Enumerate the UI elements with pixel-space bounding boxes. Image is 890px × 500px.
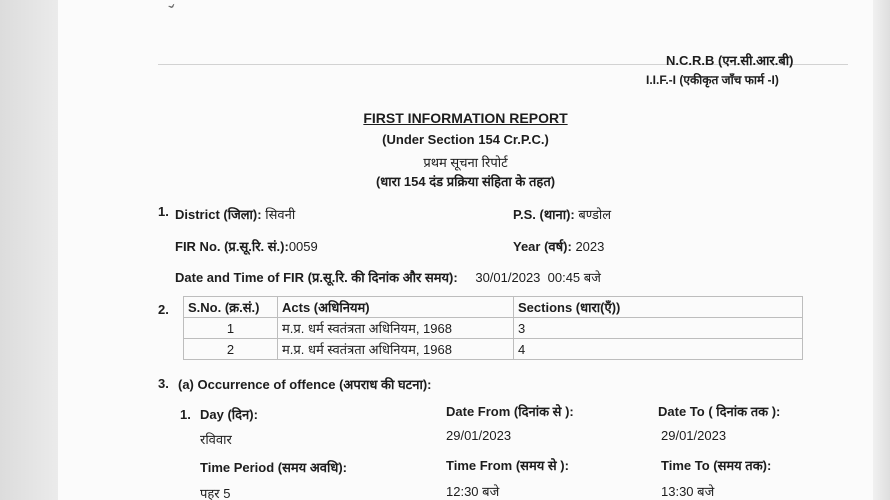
date-from-value: 29/01/2023 — [446, 428, 512, 443]
form-code: I.I.F.-I (एकीकृत जाँच फार्म -I) — [646, 73, 779, 87]
row-sno: 2 — [184, 339, 278, 360]
occurrence-heading: (a) Occurrence of offence (अपराध की घटना): — [178, 377, 432, 392]
year-value: 2023 — [575, 239, 605, 254]
fir-datetime-value: 30/01/2023 00:45 बजे — [475, 270, 601, 285]
fir-datetime-label: Date and Time of FIR (प्र.सू.रि. की दिनांक और समय): — [175, 270, 458, 285]
section-3-number: 3. — [158, 376, 169, 391]
day-value: रविवार — [200, 432, 232, 447]
date-to-label: Date To ( दिनांक तक ): — [658, 404, 781, 419]
time-period-label: Time Period (समय अवधि): — [200, 460, 348, 475]
fir-label: FIR No. (प्र.सू.रि. सं.): — [175, 239, 289, 254]
time-to-value: 13:30 बजे — [661, 484, 715, 499]
table-row — [184, 318, 803, 339]
district-label: District (जिला): — [175, 207, 262, 222]
time-period-value: पहर 5 — [200, 486, 231, 500]
right-background — [870, 0, 890, 500]
pen-mark: ˇ — [167, 1, 182, 25]
year-field — [513, 237, 604, 255]
header-sno: S.No. (क्र.सं.) — [184, 297, 278, 318]
row-act: म.प्र. धर्म स्वतंत्रता अधिनियम, 1968 — [278, 339, 514, 360]
fir-field — [175, 237, 318, 255]
year-label: Year (वर्ष): — [513, 239, 572, 254]
district-value: सिवनी — [265, 207, 296, 222]
table-row — [184, 339, 803, 360]
row-section: 3 — [514, 318, 803, 339]
report-title-hindi: प्रथम सूचना रिपोर्ट — [423, 155, 508, 170]
row-act: म.प्र. धर्म स्वतंत्रता अधिनियम, 1968 — [278, 318, 514, 339]
date-to-value: 29/01/2023 — [661, 428, 727, 443]
row-sno: 1 — [184, 318, 278, 339]
acts-table-header — [184, 297, 803, 318]
header-acts: Acts (अधिनियम) — [278, 297, 514, 318]
time-from-label: Time From (समय से ): — [446, 458, 569, 473]
ncrb-label: N.C.R.B (एन.सी.आर.बी) — [666, 53, 794, 68]
report-subtitle-hindi: (धारा 154 दंड प्रक्रिया संहिता के तहत) — [375, 174, 556, 189]
time-from-value: 12:30 बजे — [446, 484, 500, 499]
section-2-number: 2. — [158, 302, 169, 317]
left-background — [0, 0, 62, 500]
date-from-label: Date From (दिनांक से ): — [446, 404, 574, 419]
item-1-number: 1. — [180, 407, 191, 422]
document-page — [58, 0, 873, 500]
header-sections: Sections (धारा(एँ)) — [514, 297, 803, 318]
time-to-label: Time To (समय तक): — [661, 458, 772, 473]
acts-table — [183, 296, 803, 360]
report-subtitle: (Under Section 154 Cr.P.C.) — [382, 132, 549, 147]
ps-label: P.S. (थाना): — [513, 207, 575, 222]
fir-value: 0059 — [288, 239, 318, 254]
row-section: 4 — [514, 339, 803, 360]
report-title: FIRST INFORMATION REPORT — [363, 110, 568, 126]
ps-value: बण्डोल — [578, 207, 612, 222]
ps-field — [513, 205, 611, 223]
district-field — [175, 205, 295, 223]
day-label: Day (दिन): — [200, 407, 258, 422]
fir-datetime-field — [175, 268, 601, 286]
section-1-number: 1. — [158, 204, 169, 219]
